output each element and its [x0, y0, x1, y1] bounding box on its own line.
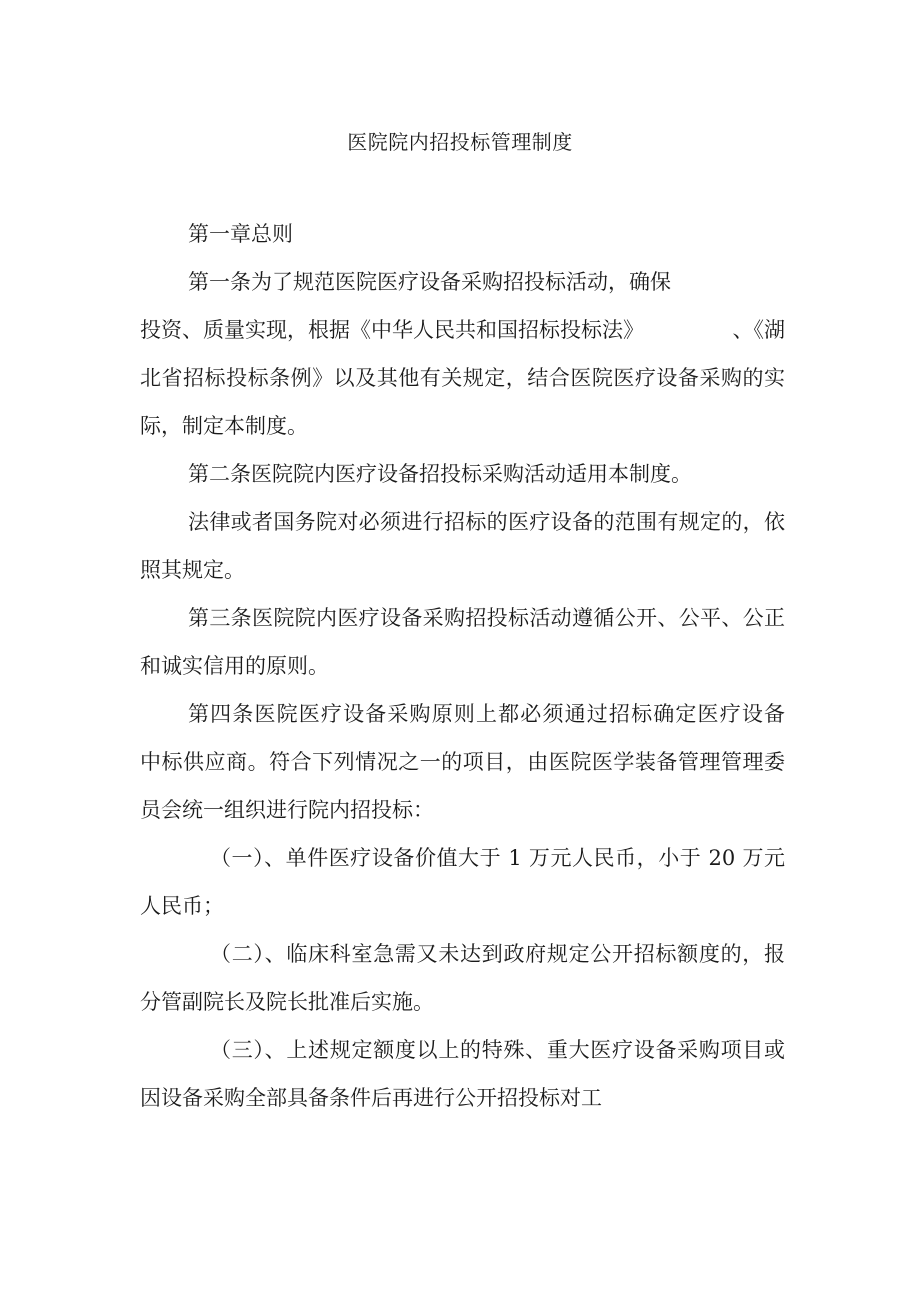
document-title: 医院院内招投标管理制度	[347, 130, 573, 154]
paragraph-line: 第一条为了规范医院医疗设备采购招投标活动，确保	[188, 270, 671, 294]
paragraph-line: （一）、单件医疗设备价值大于 1 万元人民币，小于 20 万元	[210, 846, 785, 870]
paragraph-line: 第四条医院医疗设备采购原则上都必须通过招标确定医疗设备	[188, 702, 785, 726]
paragraph-line: 际，制定本制度。	[140, 414, 308, 438]
paragraph-line: 分管副院长及院长批准后实施。	[140, 990, 434, 1014]
paragraph-line: 法律或者国务院对必须进行招标的医疗设备的范围有规定的，依	[188, 510, 785, 534]
paragraph-line: 和诚实信用的原则。	[140, 654, 329, 678]
paragraph-line: 北省招标投标条例》以及其他有关规定，结合医院医疗设备采购的实	[140, 366, 785, 390]
paragraph-line: 因设备采购全部具备条件后再进行公开招投标对工	[140, 1086, 602, 1110]
paragraph-line-left: 投资、质量实现，根据《中华人民共和国招标投标法》	[140, 318, 644, 342]
paragraph-line: 员会统一组织进行院内招投标：	[140, 798, 434, 822]
paragraph-line-right: 、《湖	[732, 318, 785, 342]
paragraph-line: （二）、临床科室急需又未达到政府规定公开招标额度的，报	[210, 942, 785, 966]
paragraph-line: 人民币；	[140, 894, 224, 918]
chapter-heading: 第一章总则	[188, 222, 293, 246]
paragraph-line: 中标供应商。符合下列情况之一的项目，由医院医学装备管理管理委	[140, 750, 785, 774]
paragraph-line: 第三条医院院内医疗设备采购招投标活动遵循公开、公平、公正	[188, 606, 785, 630]
paragraph-line: （三）、上述规定额度以上的特殊、重大医疗设备采购项目或	[210, 1038, 785, 1062]
paragraph-line: 第二条医院院内医疗设备招投标采购活动适用本制度。	[188, 462, 692, 486]
paragraph-line	[140, 316, 785, 344]
paragraph-line: 照其规定。	[140, 558, 245, 582]
